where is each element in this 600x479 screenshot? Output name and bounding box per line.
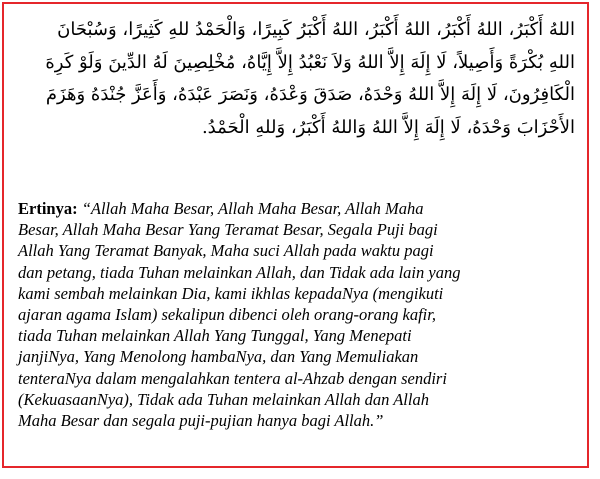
arabic-line: اللهُ أَكْبَرُ، اللهُ أَكْبَرُ، اللهُ أَكْبَرُ، اللهُ أَكْبَرُ كَبِيرًا، وَالْحَمْدُ للهِ كَثِيرًا، وَسُبْحَانَ: [57, 19, 575, 40]
translation-line: dan petang, tiada Tuhan melainkan Allah, dan Tidak ada lain yang: [18, 262, 461, 282]
arabic-line: الأَحْزَابَ وَحْدَهُ، لَا إِلَهَ إِلاَّ اللهُ وَاللهُ أَكْبَرُ، وَللهِ الْحَمْدُ.: [201, 116, 575, 138]
translation-line: kami sembah melainkan Dia, kami ikhlas kepadaNya (mengikuti: [18, 283, 444, 303]
arabic-line: اللهِ بُكْرَةً وَأَصِيلاً، لَا إِلَهَ إِلاَّ اللهُ وَلاَ نَعْبُدُ إِلاَّ إِيَّاهُ، مُخْلِصِينَ لَهُ الدِّينَ وَلَوْ كَرِهَ: [45, 51, 575, 73]
translation-label: Ertinya:: [18, 199, 78, 218]
translation-line: janjiNya, Yang Menolong hambaNya, dan Yang Memuliakan: [18, 347, 419, 367]
translation-line: Besar, Allah Maha Besar Yang Teramat Besar, Segala Puji bagi: [18, 220, 438, 240]
translation-text: “Allah Maha Besar, Allah Maha Besar, Allah Maha: [81, 199, 424, 218]
translation-line: (KekuasaanNya), Tidak ada Tuhan melainkan Allah dan Allah: [18, 389, 429, 409]
arabic-line: الْكَافِرُونَ، لَا إِلَهَ إِلاَّ اللهُ وَحْدَهُ، صَدَقَ وَعْدَهُ، وَنَصَرَ عَبْدَهُ، وَأَعَزَّ جُنْدَهُ وَهَزَمَ: [45, 84, 575, 105]
translation-block: [18, 198, 575, 431]
arabic-text-block: [18, 14, 575, 144]
translation-line: tiada Tuhan melainkan Allah Yang Tunggal, Yang Menepati: [18, 326, 412, 346]
translation-line: ajaran agama Islam) sekalipun dibenci oleh orang-orang kafir,: [18, 305, 436, 325]
translation-line: tenteraNya dalam mengalahkan tentera al-Ahzab dengan sendiri: [18, 368, 447, 388]
document-frame: [2, 2, 589, 468]
translation-line: Allah Yang Teramat Banyak, Maha suci Allah pada waktu pagi: [18, 241, 434, 261]
translation-line: Maha Besar dan segala puji-pujian hanya bagi Allah.”: [18, 411, 384, 431]
translation-first-line: [18, 198, 575, 219]
